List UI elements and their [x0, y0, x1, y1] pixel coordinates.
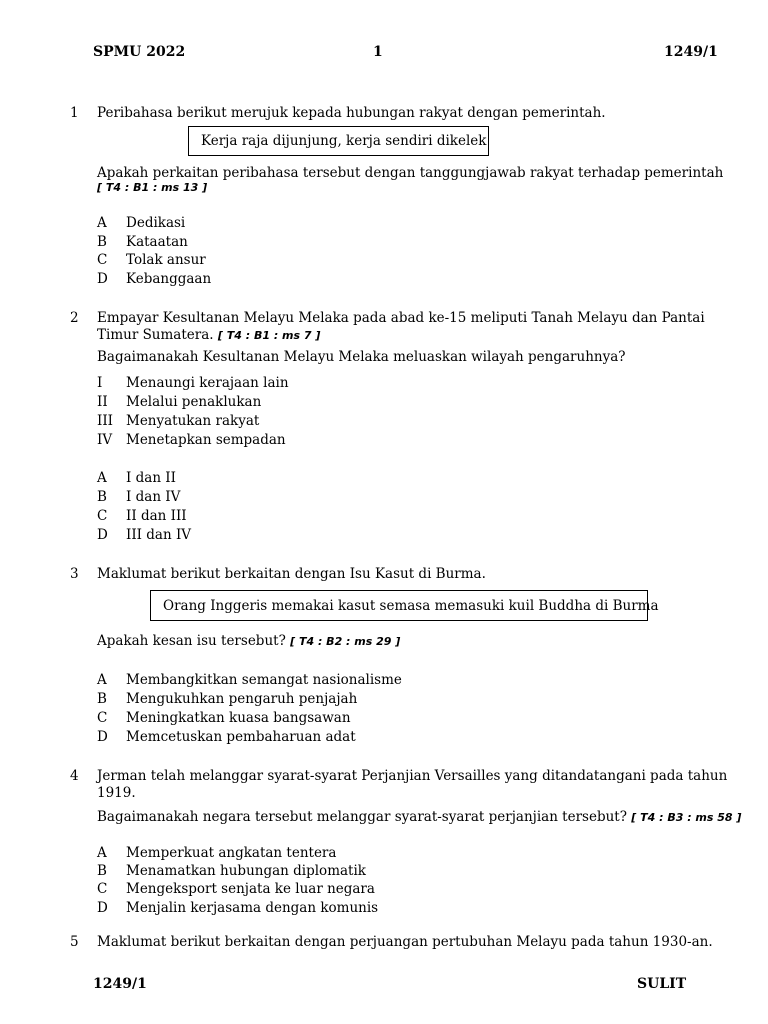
q1-option-text: Kataatan [126, 234, 188, 250]
q1-option-text: Tolak ansur [126, 252, 206, 268]
q4-option-text: Menamatkan hubungan diplomatik [126, 863, 366, 879]
q2-option-letter: A [97, 470, 107, 486]
q4-option-text: Memperkuat angkatan tentera [126, 845, 337, 861]
q2-option-letter: B [97, 489, 107, 505]
q2-statement-roman: II [97, 394, 108, 410]
question-4-question-line [97, 809, 741, 825]
question-4-number: 4 [70, 768, 79, 784]
q1-option-letter: D [97, 271, 108, 287]
question-4-question: Bagaimanakah negara tersebut melanggar syarat-syarat perjanjian tersebut? [97, 809, 627, 825]
question-1-reference: [ T4 : B1 : ms 13 ] [97, 181, 208, 194]
q4-option-letter: D [97, 900, 108, 916]
question-4-reference: [ T4 : B3 : ms 58 ] [631, 811, 742, 824]
q4-option-letter: C [97, 881, 108, 897]
question-3-info-box [150, 590, 659, 621]
question-5-number: 5 [70, 934, 79, 950]
question-5-stem: Maklumat berikut berkaitan dengan perjuangan pertubuhan Melayu pada tahun 1930-an. [97, 934, 713, 950]
q2-option-letter: D [97, 527, 108, 543]
header-exam-code: SPMU 2022 [93, 44, 186, 60]
q4-option-letter: B [97, 863, 107, 879]
q2-statement-roman: I [97, 375, 103, 391]
q1-option-text: Dedikasi [126, 215, 186, 231]
q2-statement-text: Menyatukan rakyat [126, 413, 260, 429]
q2-option-text: I dan II [126, 470, 176, 486]
q3-option-text: Mengukuhkan pengaruh penjajah [126, 691, 358, 707]
q4-option-text: Menjalin kerjasama dengan komunis [126, 900, 379, 916]
question-2-question: Bagaimanakah Kesultanan Melayu Melaka meluaskan wilayah pengaruhnya? [97, 349, 626, 365]
q4-option-text: Mengeksport senjata ke luar negara [126, 881, 375, 897]
question-3-question: Apakah kesan isu tersebut? [97, 633, 286, 649]
question-3-stem: Maklumat berikut berkaitan dengan Isu Kasut di Burma. [97, 566, 486, 582]
footer-paper-code: 1249/1 [93, 976, 147, 992]
q3-option-letter: D [97, 729, 108, 745]
q2-statement-roman: III [97, 413, 113, 429]
q2-option-text: II dan III [126, 508, 187, 524]
q1-option-text: Kebanggaan [126, 271, 212, 287]
question-2-reference: [ T4 : B1 : ms 7 ] [217, 329, 321, 342]
q1-option-letter: C [97, 252, 108, 268]
q3-option-letter: B [97, 691, 107, 707]
question-2-stem-line1: Empayar Kesultanan Melayu Melaka pada abad ke-15 meliputi Tanah Melayu dan Pantai [97, 310, 705, 326]
question-2-stem-line2-text: Timur Sumatera. [97, 327, 214, 343]
question-3-question-line [97, 633, 400, 649]
q4-option-letter: A [97, 845, 107, 861]
q3-option-letter: A [97, 672, 107, 688]
question-2-stem-line2 [97, 327, 320, 343]
q2-option-text: I dan IV [126, 489, 181, 505]
q1-option-letter: A [97, 215, 107, 231]
question-1-proverb-box [188, 126, 489, 156]
q3-option-letter: C [97, 710, 108, 726]
q3-option-text: Memcetuskan pembaharuan adat [126, 729, 356, 745]
question-4-stem-line1: Jerman telah melanggar syarat-syarat Perjanjian Versailles yang ditandatangani pada tahun [97, 768, 728, 784]
footer-classification: SULIT [637, 976, 687, 992]
question-1-stem: Peribahasa berikut merujuk kepada hubungan rakyat dengan pemerintah. [97, 105, 606, 121]
header-paper-code: 1249/1 [664, 44, 718, 60]
q3-option-text: Meningkatkan kuasa bangsawan [126, 710, 351, 726]
q2-option-text: III dan IV [126, 527, 192, 543]
question-2-number: 2 [70, 310, 79, 326]
question-3-number: 3 [70, 566, 79, 582]
q2-statement-text: Melalui penaklukan [126, 394, 262, 410]
question-3-reference: [ T4 : B2 : ms 29 ] [290, 635, 401, 648]
header-page-number: 1 [373, 44, 383, 60]
question-1-number: 1 [70, 105, 79, 121]
q3-option-text: Membangkitkan semangat nasionalisme [126, 672, 402, 688]
q2-option-letter: C [97, 508, 108, 524]
question-1-question: Apakah perkaitan peribahasa tersebut dengan tanggungjawab rakyat terhadap pemerintah [97, 165, 724, 181]
question-1-proverb: Kerja raja dijunjung, kerja sendiri dikelek [201, 133, 487, 149]
q2-statement-text: Menaungi kerajaan lain [126, 375, 289, 391]
question-4-stem-line2: 1919. [97, 785, 136, 801]
q1-option-letter: B [97, 234, 107, 250]
question-3-info: Orang Inggeris memakai kasut semasa memasuki kuil Buddha di Burma [163, 597, 659, 614]
q2-statement-text: Menetapkan sempadan [126, 432, 286, 448]
q2-statement-roman: IV [97, 432, 113, 448]
